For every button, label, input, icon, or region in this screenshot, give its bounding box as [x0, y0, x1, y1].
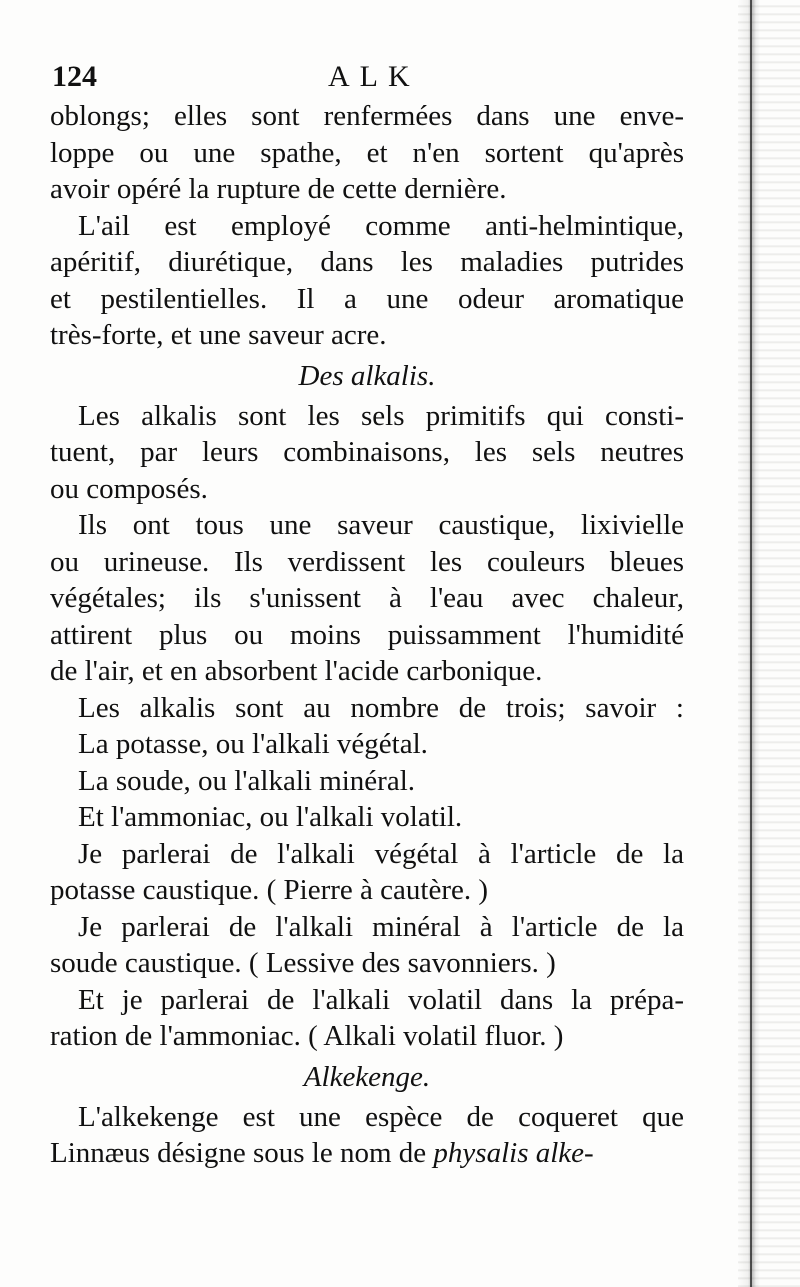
page-number: 124: [52, 60, 97, 93]
text-line: potasse caustique. ( Pierre à cautère. ): [50, 874, 489, 906]
page-header: [50, 58, 684, 98]
text-line: Ils ont tous une saveur caustique, lixivielle: [78, 509, 684, 541]
text-line: tuent, par leurs combinaisons, les sels neutres: [50, 436, 684, 468]
text-line: Les alkalis sont au nombre de trois; savoir :: [78, 691, 684, 724]
text-line: Je parlerai de l'alkali végétal à l'article de la: [78, 837, 684, 870]
paragraph-group-ail: [50, 98, 684, 354]
text-line: [50, 1135, 684, 1172]
paragraph-group-alkalis: [50, 398, 684, 1055]
section-heading-alkalis: Des alkalis.: [298, 359, 436, 392]
text-line: avoir opéré la rupture de cette dernière.: [50, 173, 507, 205]
text-line: Et je parlerai de l'alkali volatil dans la prépa-: [78, 983, 684, 1016]
text-line: très-forte, et une saveur acre.: [50, 319, 387, 351]
page-binding-edge: [738, 0, 800, 1287]
text-line: ou composés.: [50, 472, 208, 505]
text-line: et pestilentielles. Il a une odeur aromatique: [50, 282, 684, 315]
text-line-plain: Linnæus désigne sous le nom de: [50, 1137, 434, 1169]
text-line: soude caustique. ( Lessive des savonniers. ): [50, 947, 556, 979]
text-line-italic: physalis alke-: [433, 1137, 594, 1169]
text-line: La soude, ou l'alkali minéral.: [78, 764, 416, 797]
paragraph-group-alkekenge: [50, 1099, 684, 1136]
text-line: Je parlerai de l'alkali minéral à l'article de la: [78, 910, 684, 943]
text-line: ration de l'ammoniac. ( Alkali volatil fluor. ): [50, 1020, 564, 1052]
text-line: L'alkekenge est une espèce de coqueret que: [78, 1100, 684, 1133]
text-line: ou urineuse. Ils verdissent les couleurs bleues: [50, 545, 684, 578]
text-line: attirent plus ou moins puissamment l'humidité: [50, 618, 684, 651]
binding-shadow-line: [750, 0, 752, 1287]
text-line: végétales; ils s'unissent à l'eau avec chaleur,: [50, 582, 684, 614]
section-heading-alkekenge: Alkekenge.: [303, 1060, 431, 1093]
text-line: apéritif, diurétique, dans les maladies putrides: [50, 246, 684, 278]
running-head: ALK: [328, 60, 420, 93]
page-text-block: [50, 58, 684, 1172]
text-line: La potasse, ou l'alkali végétal.: [78, 728, 428, 760]
text-line: L'ail est employé comme anti-helmintique,: [78, 209, 684, 242]
text-line: de l'air, et en absorbent l'acide carbonique.: [50, 655, 543, 687]
text-line: oblongs; elles sont renfermées dans une enve-: [50, 100, 684, 132]
text-line: loppe ou une spathe, et n'en sortent qu'après: [50, 136, 684, 169]
text-line: Et l'ammoniac, ou l'alkali volatil.: [78, 801, 463, 833]
text-line: Les alkalis sont les sels primitifs qui consti-: [78, 399, 684, 432]
